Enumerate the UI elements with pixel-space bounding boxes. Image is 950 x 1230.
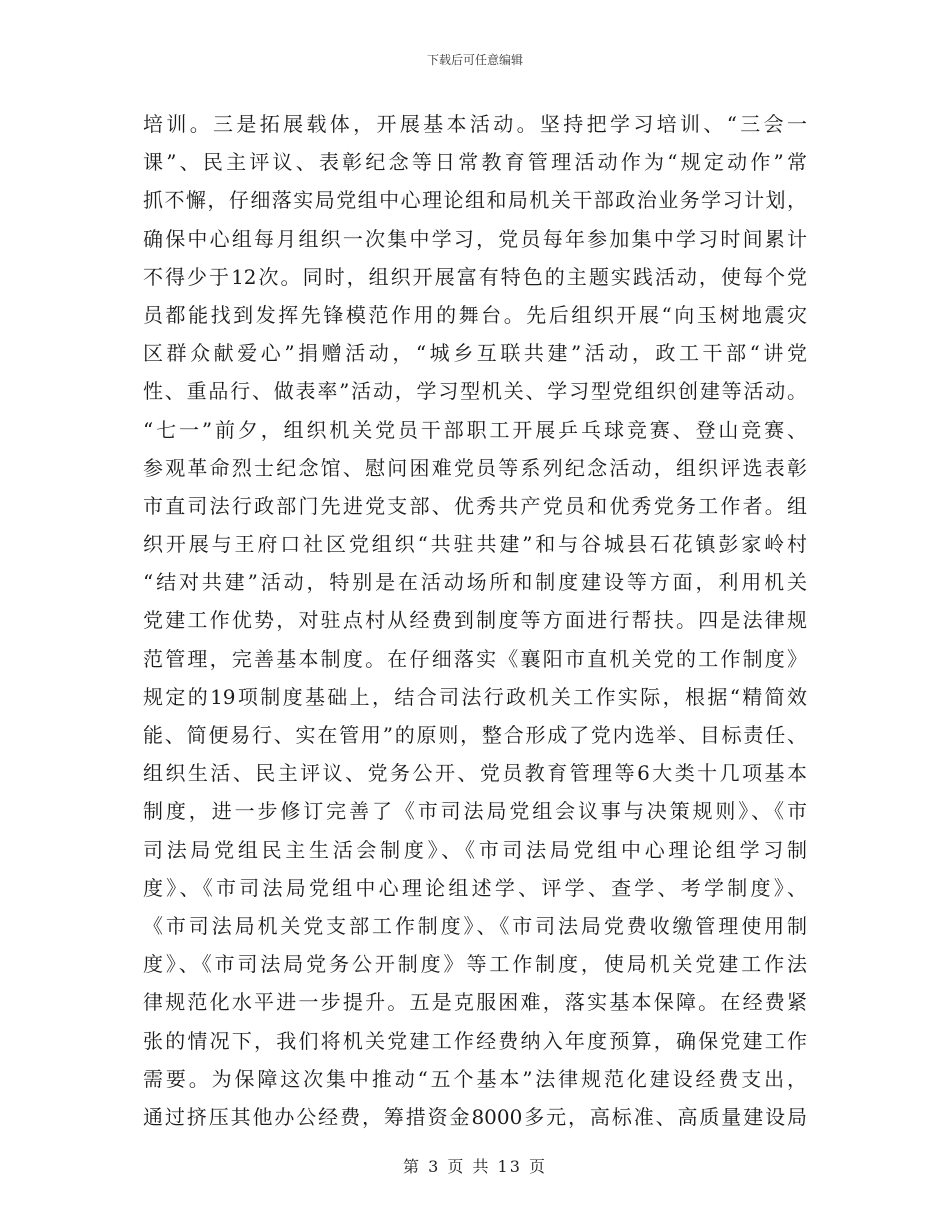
body-line: 织开展与王府口社区党组织“共驻共建”和与谷城县石花镇彭家岭村: [143, 532, 807, 557]
body-line: 员都能找到发挥先锋模范作用的舞台。先后组织开展“向玉树地震灾: [143, 302, 807, 327]
body-line: 通过挤压其他办公经费，筹措资金8000多元，高标准、高质量建设局: [143, 1104, 807, 1129]
body-line: 度》、《市司法局党组中心理论组述学、评学、查学、考学制度》、: [143, 875, 807, 900]
body-line: 司法局党组民主生活会制度》、《市司法局党组中心理论组学习制: [143, 837, 807, 862]
body-line: 需要。为保障这次集中推动“五个基本”法律规范化建设经费支出，: [143, 1066, 807, 1091]
body-line: 组织生活、民主评议、党务公开、党员教育管理等6大类十几项基本: [143, 761, 807, 786]
body-line: 范管理，完善基本制度。在仔细落实《襄阳市直机关党的工作制度》: [143, 646, 807, 671]
body-line: 参观革命烈士纪念馆、慰问困难党员等系列纪念活动，组织评选表彰: [143, 455, 807, 480]
body-line: 能、简便易行、实在管用”的原则，整合形成了党内选举、目标责任、: [143, 723, 807, 747]
body-line: “结对共建”活动，特别是在活动场所和制度建设等方面，利用机关: [143, 570, 807, 595]
body-line: 不得少于12次。同时，组织开展富有特色的主题实践活动，使每个党: [143, 264, 807, 289]
body-line: 《市司法局机关党支部工作制度》、《市司法局党费收缴管理使用制: [143, 913, 807, 938]
body-line: 张的情况下，我们将机关党建工作经费纳入年度预算，确保党建工作: [143, 1028, 807, 1053]
body-line: 抓不懈，仔细落实局党组中心理论组和局机关干部政治业务学习计划，: [143, 188, 807, 213]
document-body: [143, 105, 807, 1136]
body-line: 培训。三是拓展载体，开展基本活动。坚持把学习培训、“三会一: [143, 112, 807, 136]
body-line: 确保中心组每月组织一次集中学习，党员每年参加集中学习时间累计: [143, 226, 807, 251]
body-line: 课”、民主评议、表彰纪念等日常教育管理活动作为“规定动作”常: [143, 150, 807, 175]
body-line: 制度，进一步修订完善了《市司法局党组会议事与决策规则》、《市: [143, 799, 807, 824]
page-header: 下载后可任意编辑: [426, 53, 523, 67]
body-line: 区群众献爱心”捐赠活动，“城乡互联共建”活动，政工干部“讲党: [143, 341, 807, 366]
body-line: 律规范化水平进一步提升。五是克服困难，落实基本保障。在经费紧: [143, 990, 807, 1015]
body-line: “七一”前夕，组织机关党员干部职工开展乒乓球竞赛、登山竞赛、: [143, 417, 807, 442]
body-line: 性、重品行、做表率”活动，学习型机关、学习型党组织创建等活动。: [143, 379, 807, 404]
body-line: 度》、《市司法局党务公开制度》等工作制度，使局机关党建工作法: [143, 952, 807, 977]
page-number: 第 3 页 共 13 页: [403, 1157, 547, 1176]
body-line: 规定的19项制度基础上，结合司法行政机关工作实际，根据“精简效: [143, 684, 807, 709]
body-line: 党建工作优势，对驻点村从经费到制度等方面进行帮扶。四是法律规: [143, 608, 807, 633]
body-line: 市直司法行政部门先进党支部、优秀共产党员和优秀党务工作者。组: [143, 493, 807, 518]
